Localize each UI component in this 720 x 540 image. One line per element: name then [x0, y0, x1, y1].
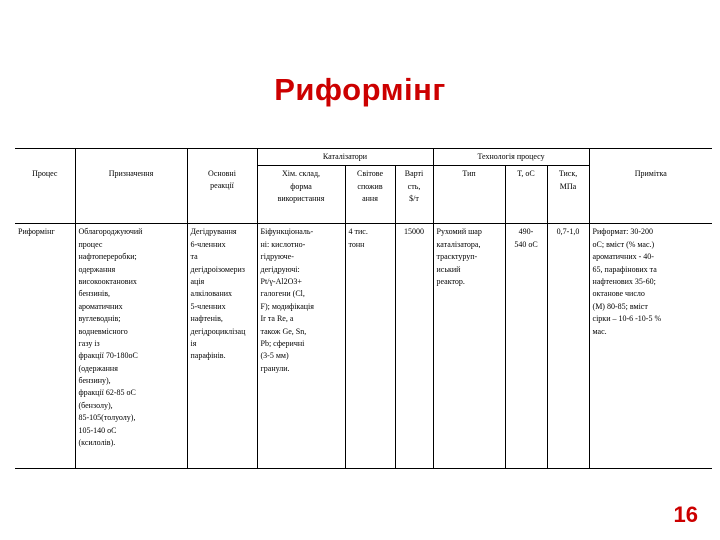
cell-purpose: Облагороджуючий процес нафтопереробки; одержання високооктанових бензинів, ароматичних вуглеводнів; водневмісного газу із фракції 70-180оС (одержання бензину), фракції 62-85 оС (бензолу), 85-105(толуолу), 105-140 оС (ксилолів).: [75, 224, 187, 469]
empty-header-cell: [75, 149, 187, 166]
header-process: Процес: [15, 166, 75, 224]
header-purpose: Призначення: [75, 166, 187, 224]
cell-note: Риформат: 30-200 оС; вміст (% мас.) ароматичних - 40- 65, парафінових та нафтенових 35-60; октанове число (М) 80-85; вміст сірки – 10-6 -10-5 % мас.: [589, 224, 712, 469]
cell-pressure: 0,7-1,0: [547, 224, 589, 469]
page-number: 16: [673, 502, 698, 527]
cell-world-consumption: 4 тис. тонн: [345, 224, 395, 469]
slide-title: Риформінг: [274, 72, 446, 107]
column-header-row: [15, 166, 712, 224]
empty-header-cell: [15, 149, 75, 166]
cell-process: Риформінг: [15, 224, 75, 469]
technology-group-header: Технологія процесу: [433, 149, 589, 166]
table-row: [15, 224, 712, 469]
cell-cost: 15000: [395, 224, 433, 469]
group-header-row: [15, 149, 712, 166]
header-reactions: Основні реакції: [187, 166, 257, 224]
cell-temperature: 490- 540 оС: [505, 224, 547, 469]
process-table: [15, 148, 712, 469]
header-type: Тип: [433, 166, 505, 224]
header-temperature: Т, оС: [505, 166, 547, 224]
header-cost: Варті сть, $/т: [395, 166, 433, 224]
header-note: Примітка: [589, 166, 712, 224]
cell-reactions: Дегідрування 6-членних та дегідроізомериз ація алкілованих 5-членних нафтенів, дегідроциклізац ія парафінів.: [187, 224, 257, 469]
header-world-consumption: Світове спожив ання: [345, 166, 395, 224]
cell-type: Рухомий шар каталізатора, трасктуруп- иський реактор.: [433, 224, 505, 469]
catalysts-group-header: Каталізатори: [257, 149, 433, 166]
header-pressure: Тиск, МПа: [547, 166, 589, 224]
empty-header-cell: [187, 149, 257, 166]
cell-composition: Біфункціональ- ні: кислотно- гідруюче- дегідруючі: Pt/γ-Al2O3+ галогени (Cl, F); модифікація Ir та Re, а також Ge, Sn, Pb; сферичні (3-5 мм) гранули.: [257, 224, 345, 469]
empty-header-cell: [589, 149, 712, 166]
header-composition: Хім. склад, форма використання: [257, 166, 345, 224]
